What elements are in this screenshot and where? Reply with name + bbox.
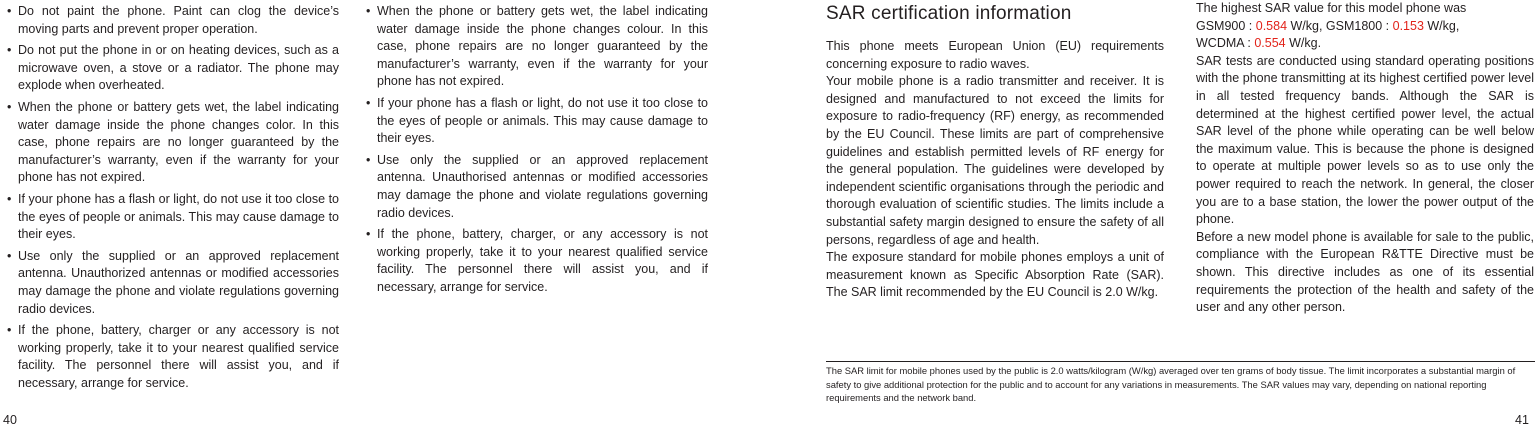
sar-paragraph: SAR tests are conducted using standard operating positions with the phone transmitting at its highest certified power level in all tested frequency bands. Although the SAR is determined at the highest certified power level, the actual SAR level of the phone while operating can be well below the maximum value. This is because the phone is designed to operate at multiple power levels so as to use only the power required to reach the network. In general, the closer you are to a base station, the lower the power output of the phone. xyxy=(1196,53,1534,227)
unit-label: W/kg, xyxy=(1423,18,1460,33)
sar-paragraph: Your mobile phone is a radio transmitter and receiver. It is designed and manufactured to not exceed the limits for exposure to radio-frequency (RF) energy, as recommended by the EU Council. These limits are part of comprehensive guidelines and establish permitted levels of RF energy for the general population. The guidelines were developed by independent scientific organisations through the periodic and thorough evaluation of scientific studies. The limits include a substantial safety margin designed to ensure the safety of all persons, regardless of age and health. xyxy=(826,74,1164,247)
unit-label: W/kg. xyxy=(1285,36,1322,51)
list-item: • If the phone, battery, charger, or any accessory is not working properly, take it to your nearest qualified service facility. The personnel there will assist you, and if necessary, arrange for service. xyxy=(366,226,708,296)
gsm1800-value: 0.153 xyxy=(1392,18,1424,33)
gsm900-label: GSM900 : xyxy=(1196,18,1256,33)
gsm1800-label: W/kg, GSM1800 : xyxy=(1287,18,1393,33)
wcdma-label: WCDMA : xyxy=(1196,36,1255,51)
list-item: • If your phone has a flash or light, do not use it too close to the eyes of people or animals. This may cause damage to their eyes. xyxy=(7,191,339,244)
left-column-1 xyxy=(7,3,339,396)
sar-column-1 xyxy=(826,0,1164,302)
safety-list-1 xyxy=(7,3,339,392)
sar-values xyxy=(1196,0,1534,53)
list-item: • Use only the supplied or an approved replacement antenna. Unauthorised antennas or modified accessories may damage the phone and violate regulations governing radio devices. xyxy=(366,152,708,222)
sar-paragraph: Before a new model phone is available for sale to the public, compliance with the European R&TTE Directive must be shown. This directive includes as one of its essential requirements the protection of the health and safety of the user and any other person. xyxy=(1196,229,1534,315)
list-item: • If your phone has a flash or light, do not use it too close to the eyes of people or animals. This may cause damage to their eyes. xyxy=(366,95,708,148)
sar-column-2 xyxy=(1196,0,1534,317)
list-item: • When the phone or battery gets wet, the label indicating water damage inside the phone changes colour. In this case, phone repairs are no longer guaranteed by the manufacturer’s warranty, even if the warranty for your phone has not expired. xyxy=(366,3,708,91)
list-item: • If the phone, battery, charger or any accessory is not working properly, take it to your nearest qualified service facility. The personnel there will assist you, and if necessary, arrange for service. xyxy=(7,322,339,392)
wcdma-value: 0.554 xyxy=(1254,36,1286,51)
list-item: • When the phone or battery gets wet, the label indicating water damage inside the phone changes color. In this case, phone repairs are no longer guaranteed by the manufacturer’s warranty, even if the warranty for your phone has not expired. xyxy=(7,99,339,187)
list-item: • Do not put the phone in or on heating devices, such as a microwave oven, a stove or a radiator. The phone may explode when overheated. xyxy=(7,42,339,95)
gsm900-value: 0.584 xyxy=(1255,18,1288,33)
page-title: SAR certification information xyxy=(826,3,1072,24)
footnote: The SAR limit for mobile phones used by the public is 2.0 watts/kilogram (W/kg) averaged over ten grams of body tissue. The limit incorporates a substantial margin of safety to give additional protection for the public and to account for any variations in measurements. The SAR values may vary, depending on national reporting requirements and the network band. xyxy=(826,365,1516,404)
list-item: • Use only the supplied or an approved replacement antenna. Unauthorized antennas or modified accessories may damage the phone and violate regulations governing radio devices. xyxy=(7,248,339,318)
sar-paragraph: This phone meets European Union (EU) requirements concerning exposure to radio waves. xyxy=(826,39,1164,71)
sar-intro: The highest SAR value for this model phone was xyxy=(1196,1,1467,15)
footnote-divider xyxy=(826,361,1535,362)
page-number-right: 41 xyxy=(1515,413,1529,427)
safety-list-2 xyxy=(366,3,708,297)
page-number-left: 40 xyxy=(3,413,17,427)
list-item: • Do not paint the phone. Paint can clog the device’s moving parts and prevent proper operation. xyxy=(7,3,339,38)
sar-paragraph: The exposure standard for mobile phones employs a unit of measurement known as Specific Absorption Rate (SAR). The SAR limit recommended by the EU Council is 2.0 W/kg. xyxy=(826,250,1164,300)
left-column-2 xyxy=(366,3,708,301)
